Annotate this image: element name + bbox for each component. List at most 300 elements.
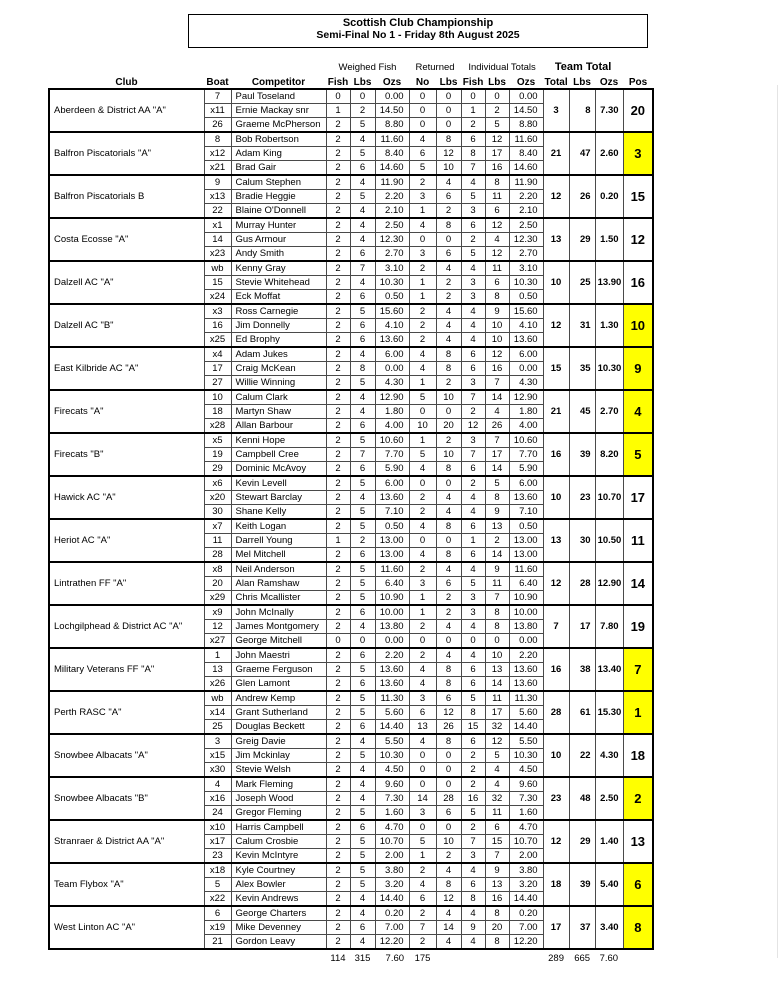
boat-cell: x13 bbox=[204, 190, 231, 204]
team-ozs-cell: 0.20 bbox=[595, 175, 623, 218]
boat-cell: x14 bbox=[204, 706, 231, 720]
returned-no-cell: 3 bbox=[409, 806, 436, 821]
weighed-lbs-cell: 5 bbox=[350, 591, 375, 606]
individual-lbs-cell: 12 bbox=[485, 734, 509, 749]
group-header-individual-totals: Individual Totals bbox=[468, 62, 536, 73]
individual-fish-cell: 16 bbox=[461, 792, 485, 806]
returned-lbs-cell: 6 bbox=[436, 577, 461, 591]
weighed-ozs-cell: 0.00 bbox=[375, 89, 409, 104]
returned-no-cell: 0 bbox=[409, 777, 436, 792]
weighed-ozs-cell: 5.50 bbox=[375, 734, 409, 749]
competitor-cell: Martyn Shaw bbox=[231, 405, 326, 419]
individual-lbs-cell: 11 bbox=[485, 190, 509, 204]
position-cell: 12 bbox=[623, 218, 653, 261]
boat-cell: wb bbox=[204, 261, 231, 276]
returned-lbs-cell: 12 bbox=[436, 892, 461, 907]
team-total-cell: 16 bbox=[543, 648, 569, 691]
boat-cell: 3 bbox=[204, 734, 231, 749]
returned-no-cell: 10 bbox=[409, 419, 436, 434]
returned-no-cell: 5 bbox=[409, 835, 436, 849]
weighed-ozs-cell: 10.30 bbox=[375, 276, 409, 290]
individual-lbs-cell: 8 bbox=[485, 935, 509, 950]
returned-lbs-cell: 14 bbox=[436, 921, 461, 935]
individual-fish-cell: 5 bbox=[461, 806, 485, 821]
competitor-cell: Neil Anderson bbox=[231, 562, 326, 577]
competitor-cell: Bob Robertson bbox=[231, 132, 326, 147]
weighed-ozs-cell: 14.50 bbox=[375, 104, 409, 118]
weighed-ozs-cell: 3.10 bbox=[375, 261, 409, 276]
club-name-cell: Snowbee Albacats "B" bbox=[49, 777, 204, 820]
competitor-cell: Grant Sutherland bbox=[231, 706, 326, 720]
individual-fish-cell: 4 bbox=[461, 906, 485, 921]
individual-lbs-cell: 32 bbox=[485, 792, 509, 806]
weighed-lbs-cell: 5 bbox=[350, 835, 375, 849]
team-ozs-cell: 3.40 bbox=[595, 906, 623, 949]
boat-cell: x17 bbox=[204, 835, 231, 849]
individual-fish-cell: 2 bbox=[461, 763, 485, 778]
club-name-cell: Balfron Piscatorials B bbox=[49, 175, 204, 218]
returned-no-cell: 4 bbox=[409, 663, 436, 677]
individual-ozs-cell: 12.30 bbox=[509, 233, 543, 247]
returned-lbs-cell: 10 bbox=[436, 835, 461, 849]
competitor-cell: Kenni Hope bbox=[231, 433, 326, 448]
boat-cell: x26 bbox=[204, 677, 231, 692]
weighed-ozs-cell: 14.40 bbox=[375, 892, 409, 907]
weighed-ozs-cell: 0.00 bbox=[375, 362, 409, 376]
weighed-fish-cell: 2 bbox=[326, 677, 350, 692]
returned-lbs-cell: 4 bbox=[436, 562, 461, 577]
club-name-cell: Lintrathen FF "A" bbox=[49, 562, 204, 605]
returned-no-cell: 1 bbox=[409, 605, 436, 620]
individual-ozs-cell: 4.50 bbox=[509, 763, 543, 778]
individual-fish-cell: 12 bbox=[461, 419, 485, 434]
boat-cell: 4 bbox=[204, 777, 231, 792]
weighed-ozs-cell: 14.40 bbox=[375, 720, 409, 735]
returned-no-cell: 4 bbox=[409, 734, 436, 749]
competitor-cell: Blaine O'Donnell bbox=[231, 204, 326, 219]
team-ozs-cell: 13.90 bbox=[595, 261, 623, 304]
returned-lbs-cell: 0 bbox=[436, 820, 461, 835]
individual-lbs-cell: 4 bbox=[485, 233, 509, 247]
returned-lbs-cell: 8 bbox=[436, 519, 461, 534]
returned-no-cell: 4 bbox=[409, 347, 436, 362]
weighed-ozs-cell: 4.10 bbox=[375, 319, 409, 333]
returned-lbs-cell: 2 bbox=[436, 591, 461, 606]
position-cell: 20 bbox=[623, 89, 653, 132]
individual-ozs-cell: 2.20 bbox=[509, 190, 543, 204]
returned-no-cell: 0 bbox=[409, 634, 436, 649]
competitor-cell: James Montgomery bbox=[231, 620, 326, 634]
individual-fish-cell: 3 bbox=[461, 204, 485, 219]
returned-no-cell: 1 bbox=[409, 591, 436, 606]
returned-lbs-cell: 2 bbox=[436, 849, 461, 864]
individual-fish-cell: 3 bbox=[461, 605, 485, 620]
weighed-fish-cell: 2 bbox=[326, 906, 350, 921]
weighed-lbs-cell: 5 bbox=[350, 577, 375, 591]
col-header-returned-lbs: Lbs bbox=[439, 77, 458, 88]
competitor-row bbox=[49, 218, 653, 233]
weighed-lbs-cell: 4 bbox=[350, 906, 375, 921]
individual-ozs-cell: 2.50 bbox=[509, 218, 543, 233]
weighed-ozs-cell: 7.00 bbox=[375, 921, 409, 935]
individual-fish-cell: 9 bbox=[461, 921, 485, 935]
competitor-cell: Jim Mckinlay bbox=[231, 749, 326, 763]
weighed-ozs-cell: 2.50 bbox=[375, 218, 409, 233]
weighed-ozs-cell: 5.60 bbox=[375, 706, 409, 720]
competitor-cell: Bradie Heggie bbox=[231, 190, 326, 204]
weighed-fish-cell: 2 bbox=[326, 505, 350, 520]
competitor-cell: Greig Davie bbox=[231, 734, 326, 749]
competitor-cell: George Charters bbox=[231, 906, 326, 921]
weighed-fish-cell: 2 bbox=[326, 161, 350, 176]
weighed-fish-cell: 2 bbox=[326, 921, 350, 935]
individual-ozs-cell: 13.60 bbox=[509, 663, 543, 677]
competitor-cell: Calum Clark bbox=[231, 390, 326, 405]
returned-lbs-cell: 8 bbox=[436, 734, 461, 749]
individual-fish-cell: 4 bbox=[461, 333, 485, 348]
club-name-cell: East Kilbride AC "A" bbox=[49, 347, 204, 390]
weighed-lbs-cell: 0 bbox=[350, 89, 375, 104]
returned-lbs-cell: 4 bbox=[436, 620, 461, 634]
competitor-cell: Kenny Gray bbox=[231, 261, 326, 276]
boat-cell: 9 bbox=[204, 175, 231, 190]
boat-cell: x23 bbox=[204, 247, 231, 262]
boat-cell: x29 bbox=[204, 591, 231, 606]
competitor-cell: Harris Campbell bbox=[231, 820, 326, 835]
club-name-cell: Military Veterans FF "A" bbox=[49, 648, 204, 691]
returned-no-cell: 2 bbox=[409, 491, 436, 505]
individual-lbs-cell: 4 bbox=[485, 763, 509, 778]
individual-fish-cell: 4 bbox=[461, 648, 485, 663]
individual-ozs-cell: 3.20 bbox=[509, 878, 543, 892]
club-name-cell: Heriot AC "A" bbox=[49, 519, 204, 562]
individual-ozs-cell: 14.50 bbox=[509, 104, 543, 118]
individual-fish-cell: 4 bbox=[461, 319, 485, 333]
position-cell: 2 bbox=[623, 777, 653, 820]
individual-lbs-cell: 13 bbox=[485, 663, 509, 677]
weighed-lbs-cell: 4 bbox=[350, 620, 375, 634]
returned-no-cell: 4 bbox=[409, 519, 436, 534]
returned-no-cell: 14 bbox=[409, 792, 436, 806]
weighed-ozs-cell: 6.40 bbox=[375, 577, 409, 591]
returned-lbs-cell: 4 bbox=[436, 261, 461, 276]
weighed-lbs-cell: 4 bbox=[350, 491, 375, 505]
competitor-cell: Darrell Young bbox=[231, 534, 326, 548]
weighed-fish-cell: 2 bbox=[326, 233, 350, 247]
individual-ozs-cell: 11.60 bbox=[509, 132, 543, 147]
individual-ozs-cell: 4.70 bbox=[509, 820, 543, 835]
weighed-ozs-cell: 13.60 bbox=[375, 491, 409, 505]
col-header-club: Club bbox=[115, 77, 138, 88]
weighed-ozs-cell: 11.30 bbox=[375, 691, 409, 706]
weighed-lbs-cell: 6 bbox=[350, 419, 375, 434]
returned-lbs-cell: 0 bbox=[436, 405, 461, 419]
individual-lbs-cell: 14 bbox=[485, 390, 509, 405]
page-edge-line bbox=[777, 85, 778, 958]
competitor-cell: Ernie Mackay snr bbox=[231, 104, 326, 118]
returned-lbs-cell: 12 bbox=[436, 147, 461, 161]
boat-cell: 7 bbox=[204, 89, 231, 104]
individual-fish-cell: 2 bbox=[461, 233, 485, 247]
position-cell: 9 bbox=[623, 347, 653, 390]
individual-ozs-cell: 13.00 bbox=[509, 548, 543, 563]
weighed-lbs-cell: 5 bbox=[350, 749, 375, 763]
team-lbs-cell: 45 bbox=[569, 390, 595, 433]
individual-fish-cell: 4 bbox=[461, 505, 485, 520]
position-cell: 14 bbox=[623, 562, 653, 605]
weighed-fish-cell: 2 bbox=[326, 820, 350, 835]
individual-lbs-cell: 13 bbox=[485, 878, 509, 892]
boat-cell: 10 bbox=[204, 390, 231, 405]
competitor-row bbox=[49, 777, 653, 792]
team-total-cell: 12 bbox=[543, 304, 569, 347]
competitor-row bbox=[49, 476, 653, 491]
weighed-fish-cell: 2 bbox=[326, 548, 350, 563]
returned-no-cell: 2 bbox=[409, 304, 436, 319]
boat-cell: wb bbox=[204, 691, 231, 706]
position-cell: 16 bbox=[623, 261, 653, 304]
returned-lbs-cell: 0 bbox=[436, 534, 461, 548]
returned-no-cell: 3 bbox=[409, 577, 436, 591]
group-header-team-total: Team Total bbox=[554, 61, 612, 73]
returned-no-cell: 0 bbox=[409, 89, 436, 104]
team-ozs-cell: 1.40 bbox=[595, 820, 623, 863]
returned-no-cell: 5 bbox=[409, 161, 436, 176]
weighed-fish-cell: 2 bbox=[326, 276, 350, 290]
individual-ozs-cell: 7.30 bbox=[509, 792, 543, 806]
returned-no-cell: 6 bbox=[409, 706, 436, 720]
individual-fish-cell: 7 bbox=[461, 390, 485, 405]
weighed-ozs-cell: 4.70 bbox=[375, 820, 409, 835]
individual-lbs-cell: 5 bbox=[485, 118, 509, 133]
club-name-cell: Team Flybox "A" bbox=[49, 863, 204, 906]
weighed-lbs-cell: 4 bbox=[350, 935, 375, 950]
competitor-row bbox=[49, 261, 653, 276]
returned-lbs-cell: 8 bbox=[436, 347, 461, 362]
returned-no-cell: 3 bbox=[409, 247, 436, 262]
returned-no-cell: 2 bbox=[409, 863, 436, 878]
competitor-cell: Murray Hunter bbox=[231, 218, 326, 233]
returned-lbs-cell: 0 bbox=[436, 763, 461, 778]
team-total-cell: 28 bbox=[543, 691, 569, 734]
weighed-fish-cell: 2 bbox=[326, 892, 350, 907]
individual-fish-cell: 8 bbox=[461, 147, 485, 161]
team-ozs-cell: 5.40 bbox=[595, 863, 623, 906]
competitor-cell: Shane Kelly bbox=[231, 505, 326, 520]
team-ozs-cell: 13.40 bbox=[595, 648, 623, 691]
team-ozs-cell: 7.30 bbox=[595, 89, 623, 132]
boat-cell: 13 bbox=[204, 663, 231, 677]
boat-cell: x15 bbox=[204, 749, 231, 763]
team-lbs-cell: 30 bbox=[569, 519, 595, 562]
individual-fish-cell: 3 bbox=[461, 376, 485, 391]
individual-lbs-cell: 16 bbox=[485, 161, 509, 176]
total-weighed-lbs: 315 bbox=[354, 953, 371, 964]
returned-no-cell: 0 bbox=[409, 476, 436, 491]
individual-fish-cell: 3 bbox=[461, 290, 485, 305]
competitor-cell: Gus Armour bbox=[231, 233, 326, 247]
weighed-fish-cell: 2 bbox=[326, 577, 350, 591]
individual-ozs-cell: 0.50 bbox=[509, 290, 543, 305]
individual-ozs-cell: 11.60 bbox=[509, 562, 543, 577]
weighed-ozs-cell: 2.20 bbox=[375, 190, 409, 204]
weighed-fish-cell: 2 bbox=[326, 691, 350, 706]
team-total-cell: 12 bbox=[543, 820, 569, 863]
returned-lbs-cell: 0 bbox=[436, 749, 461, 763]
individual-ozs-cell: 4.10 bbox=[509, 319, 543, 333]
weighed-ozs-cell: 4.00 bbox=[375, 419, 409, 434]
individual-fish-cell: 1 bbox=[461, 104, 485, 118]
individual-lbs-cell: 16 bbox=[485, 892, 509, 907]
individual-ozs-cell: 2.10 bbox=[509, 204, 543, 219]
weighed-lbs-cell: 5 bbox=[350, 878, 375, 892]
competitor-cell: George Mitchell bbox=[231, 634, 326, 649]
returned-no-cell: 4 bbox=[409, 218, 436, 233]
weighed-lbs-cell: 8 bbox=[350, 362, 375, 376]
team-total-cell: 18 bbox=[543, 863, 569, 906]
returned-lbs-cell: 8 bbox=[436, 677, 461, 692]
boat-cell: 15 bbox=[204, 276, 231, 290]
team-ozs-cell: 2.60 bbox=[595, 132, 623, 175]
total-team-fish: 289 bbox=[548, 953, 564, 964]
weighed-fish-cell: 2 bbox=[326, 835, 350, 849]
boat-cell: 16 bbox=[204, 319, 231, 333]
individual-lbs-cell: 26 bbox=[485, 419, 509, 434]
weighed-lbs-cell: 6 bbox=[350, 677, 375, 692]
weighed-lbs-cell: 4 bbox=[350, 405, 375, 419]
weighed-fish-cell: 2 bbox=[326, 218, 350, 233]
competitor-row bbox=[49, 175, 653, 190]
club-name-cell: West Linton AC "A" bbox=[49, 906, 204, 949]
individual-lbs-cell: 2 bbox=[485, 104, 509, 118]
weighed-lbs-cell: 6 bbox=[350, 820, 375, 835]
individual-fish-cell: 6 bbox=[461, 663, 485, 677]
weighed-lbs-cell: 2 bbox=[350, 104, 375, 118]
individual-ozs-cell: 9.60 bbox=[509, 777, 543, 792]
weighed-fish-cell: 2 bbox=[326, 118, 350, 133]
returned-lbs-cell: 4 bbox=[436, 906, 461, 921]
competitor-cell: Adam Jukes bbox=[231, 347, 326, 362]
individual-lbs-cell: 12 bbox=[485, 132, 509, 147]
team-ozs-cell: 1.50 bbox=[595, 218, 623, 261]
returned-lbs-cell: 0 bbox=[436, 777, 461, 792]
individual-lbs-cell: 9 bbox=[485, 863, 509, 878]
weighed-fish-cell: 2 bbox=[326, 433, 350, 448]
boat-cell: 30 bbox=[204, 505, 231, 520]
individual-ozs-cell: 8.40 bbox=[509, 147, 543, 161]
individual-ozs-cell: 10.30 bbox=[509, 276, 543, 290]
competitor-cell: Stevie Welsh bbox=[231, 763, 326, 778]
returned-lbs-cell: 20 bbox=[436, 419, 461, 434]
individual-lbs-cell: 8 bbox=[485, 290, 509, 305]
individual-fish-cell: 4 bbox=[461, 261, 485, 276]
individual-lbs-cell: 6 bbox=[485, 276, 509, 290]
weighed-fish-cell: 2 bbox=[326, 720, 350, 735]
individual-lbs-cell: 17 bbox=[485, 448, 509, 462]
individual-ozs-cell: 1.80 bbox=[509, 405, 543, 419]
individual-fish-cell: 6 bbox=[461, 347, 485, 362]
individual-fish-cell: 6 bbox=[461, 548, 485, 563]
team-ozs-cell: 12.90 bbox=[595, 562, 623, 605]
weighed-fish-cell: 2 bbox=[326, 878, 350, 892]
returned-lbs-cell: 26 bbox=[436, 720, 461, 735]
weighed-fish-cell: 0 bbox=[326, 89, 350, 104]
individual-ozs-cell: 8.80 bbox=[509, 118, 543, 133]
weighed-ozs-cell: 12.30 bbox=[375, 233, 409, 247]
competitor-cell: Kevin McIntyre bbox=[231, 849, 326, 864]
boat-cell: x4 bbox=[204, 347, 231, 362]
returned-lbs-cell: 4 bbox=[436, 491, 461, 505]
returned-no-cell: 0 bbox=[409, 534, 436, 548]
returned-lbs-cell: 8 bbox=[436, 362, 461, 376]
team-lbs-cell: 47 bbox=[569, 132, 595, 175]
weighed-ozs-cell: 2.20 bbox=[375, 648, 409, 663]
col-header-returned-no: No bbox=[415, 77, 430, 88]
team-lbs-cell: 39 bbox=[569, 863, 595, 906]
individual-ozs-cell: 7.00 bbox=[509, 921, 543, 935]
weighed-fish-cell: 2 bbox=[326, 405, 350, 419]
competitor-cell: Campbell Cree bbox=[231, 448, 326, 462]
returned-lbs-cell: 4 bbox=[436, 505, 461, 520]
returned-no-cell: 6 bbox=[409, 147, 436, 161]
grand-totals-row bbox=[49, 949, 653, 967]
page-subtitle: Semi-Final No 1 - Friday 8th August 2025 bbox=[316, 29, 520, 41]
individual-fish-cell: 3 bbox=[461, 849, 485, 864]
team-lbs-cell: 8 bbox=[569, 89, 595, 132]
individual-ozs-cell: 14.60 bbox=[509, 161, 543, 176]
competitor-cell: Paul Toseland bbox=[231, 89, 326, 104]
returned-no-cell: 2 bbox=[409, 175, 436, 190]
individual-fish-cell: 2 bbox=[461, 749, 485, 763]
returned-lbs-cell: 10 bbox=[436, 448, 461, 462]
weighed-lbs-cell: 4 bbox=[350, 777, 375, 792]
position-cell: 1 bbox=[623, 691, 653, 734]
returned-no-cell: 1 bbox=[409, 276, 436, 290]
weighed-fish-cell: 2 bbox=[326, 935, 350, 950]
returned-no-cell: 1 bbox=[409, 849, 436, 864]
returned-no-cell: 0 bbox=[409, 104, 436, 118]
competitor-cell: Eck Moffat bbox=[231, 290, 326, 305]
individual-lbs-cell: 14 bbox=[485, 548, 509, 563]
individual-ozs-cell: 13.60 bbox=[509, 491, 543, 505]
weighed-lbs-cell: 6 bbox=[350, 333, 375, 348]
boat-cell: x8 bbox=[204, 562, 231, 577]
individual-fish-cell: 2 bbox=[461, 820, 485, 835]
club-name-cell: Perth RASC "A" bbox=[49, 691, 204, 734]
individual-lbs-cell: 8 bbox=[485, 605, 509, 620]
weighed-ozs-cell: 13.60 bbox=[375, 677, 409, 692]
weighed-lbs-cell: 6 bbox=[350, 247, 375, 262]
weighed-ozs-cell: 3.20 bbox=[375, 878, 409, 892]
competitor-cell: Kyle Courtney bbox=[231, 863, 326, 878]
individual-ozs-cell: 4.00 bbox=[509, 419, 543, 434]
individual-fish-cell: 4 bbox=[461, 863, 485, 878]
individual-ozs-cell: 0.00 bbox=[509, 362, 543, 376]
returned-no-cell: 0 bbox=[409, 749, 436, 763]
club-name-cell: Stranraer & District AA "A" bbox=[49, 820, 204, 863]
weighed-ozs-cell: 13.00 bbox=[375, 534, 409, 548]
team-lbs-cell: 48 bbox=[569, 777, 595, 820]
weighed-lbs-cell: 2 bbox=[350, 534, 375, 548]
weighed-lbs-cell: 0 bbox=[350, 634, 375, 649]
team-ozs-cell: 10.70 bbox=[595, 476, 623, 519]
team-ozs-cell: 10.30 bbox=[595, 347, 623, 390]
weighed-lbs-cell: 6 bbox=[350, 290, 375, 305]
individual-fish-cell: 6 bbox=[461, 218, 485, 233]
weighed-lbs-cell: 6 bbox=[350, 720, 375, 735]
competitor-row bbox=[49, 390, 653, 405]
individual-lbs-cell: 10 bbox=[485, 648, 509, 663]
